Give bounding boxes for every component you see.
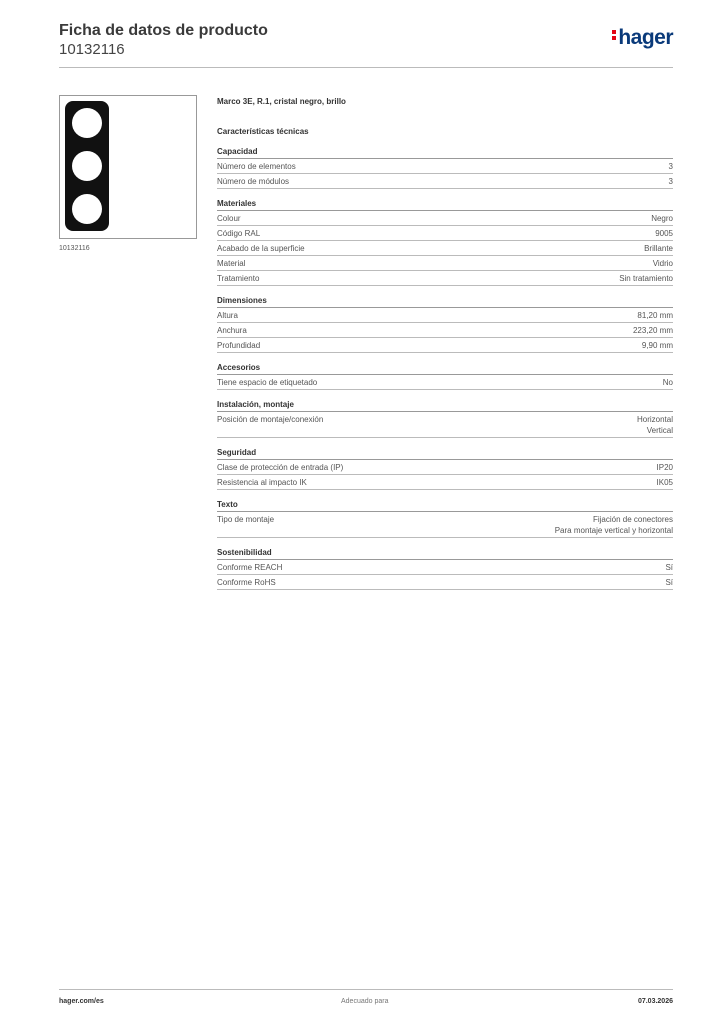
spec-label: Material — [217, 259, 246, 268]
spec-value-line: 9005 — [655, 229, 673, 238]
frame-opening — [72, 151, 102, 181]
image-caption: 10132116 — [59, 245, 90, 252]
spec-label: Clase de protección de entrada (IP) — [217, 463, 344, 472]
spec-value-line: Sí — [665, 578, 673, 587]
spec-value-line: 223,20 mm — [632, 326, 673, 335]
spec-row — [217, 575, 673, 590]
spec-value-line: Sí — [665, 563, 673, 572]
spec-value-line: 3 — [668, 177, 673, 186]
spec-label: Conforme RoHS — [217, 578, 276, 587]
spec-value — [633, 325, 673, 336]
spec-label: Anchura — [217, 326, 247, 335]
spec-section — [217, 296, 673, 353]
spec-content — [217, 97, 673, 600]
spec-value-line: No — [662, 378, 673, 387]
product-name: Marco 3E, R.1, cristal negro, brillo — [217, 97, 346, 106]
spec-row — [217, 226, 673, 241]
spec-row — [217, 271, 673, 286]
spec-row — [217, 512, 673, 538]
spec-label: Profundidad — [217, 341, 261, 350]
spec-row — [217, 338, 673, 353]
spec-section — [217, 548, 673, 590]
spec-label: Número de elementos — [217, 162, 296, 171]
spec-value-line: IK05 — [656, 478, 673, 487]
spec-value — [642, 340, 673, 351]
spec-value-line: Brillante — [644, 244, 673, 253]
spec-label: Posición de montaje/conexión — [217, 415, 324, 424]
spec-label: Conforme REACH — [217, 563, 283, 572]
spec-value — [669, 161, 673, 172]
spec-value — [665, 577, 673, 588]
spec-label: Resistencia al impacto IK — [217, 478, 307, 487]
spec-value — [555, 514, 673, 536]
spec-row — [217, 560, 673, 575]
spec-value-line: Vidrio — [652, 259, 673, 268]
spec-value — [619, 273, 673, 284]
spec-sections — [217, 147, 673, 590]
section-title: Accesorios — [217, 363, 673, 375]
spec-label: Tratamiento — [217, 274, 260, 283]
spec-label: Tipo de montaje — [217, 515, 275, 524]
spec-row — [217, 308, 673, 323]
spec-section — [217, 500, 673, 538]
spec-section — [217, 199, 673, 286]
spec-label: Tiene espacio de etiquetado — [217, 378, 318, 387]
product-code: 10132116 — [59, 41, 125, 58]
spec-value — [637, 310, 673, 321]
spec-value — [663, 377, 673, 388]
spec-row — [217, 475, 673, 490]
spec-value-line: Para montaje vertical y horizontal — [554, 526, 673, 535]
spec-label: Altura — [217, 311, 238, 320]
logo-dots-icon — [612, 28, 616, 42]
spec-value-line: Negro — [651, 214, 673, 223]
spec-row — [217, 412, 673, 438]
spec-value-line: 81,20 mm — [637, 311, 673, 320]
product-image — [59, 95, 197, 239]
spec-value — [653, 258, 673, 269]
spec-row — [217, 174, 673, 189]
footer-divider — [59, 989, 673, 990]
section-title: Capacidad — [217, 147, 673, 159]
spec-section — [217, 147, 673, 189]
section-title: Texto — [217, 500, 673, 512]
spec-label: Número de módulos — [217, 177, 290, 186]
spec-value — [637, 414, 673, 436]
spec-row — [217, 211, 673, 226]
section-title: Dimensiones — [217, 296, 673, 308]
spec-value — [644, 243, 673, 254]
spec-value-line: Fijación de conectores — [592, 515, 673, 524]
tech-title: Características técnicas — [217, 127, 309, 136]
spec-value-line: 3 — [668, 162, 673, 171]
footer-date: 07.03.2026 — [637, 998, 673, 1005]
spec-section — [217, 400, 673, 438]
spec-value-line: Sin tratamiento — [619, 274, 673, 283]
spec-label: Código RAL — [217, 229, 261, 238]
spec-row — [217, 241, 673, 256]
spec-value — [665, 562, 673, 573]
spec-label: Colour — [217, 214, 241, 223]
spec-row — [217, 460, 673, 475]
section-title: Materiales — [217, 199, 673, 211]
section-title: Seguridad — [217, 448, 673, 460]
frame-icon — [65, 101, 109, 231]
frame-opening — [72, 194, 102, 224]
spec-value — [651, 213, 673, 224]
page-title: Ficha de datos de producto — [59, 22, 268, 39]
header-divider — [59, 67, 673, 68]
spec-section — [217, 363, 673, 390]
spec-row — [217, 256, 673, 271]
spec-row — [217, 375, 673, 390]
section-title: Instalación, montaje — [217, 400, 673, 412]
spec-value-line: Horizontal — [636, 415, 673, 424]
hager-logo — [612, 26, 673, 50]
logo-text: hager — [618, 26, 673, 49]
spec-label: Acabado de la superficie — [217, 244, 305, 253]
page-header — [59, 22, 673, 59]
frame-opening — [72, 108, 102, 138]
spec-value-line: IP20 — [656, 463, 673, 472]
spec-value — [655, 228, 673, 239]
section-title: Sostenibilidad — [217, 548, 673, 560]
footer-note: Adecuado para — [341, 998, 389, 1005]
spec-section — [217, 448, 673, 490]
spec-row — [217, 323, 673, 338]
spec-value — [657, 477, 673, 488]
spec-value — [657, 462, 673, 473]
footer-website: hager.com/es — [59, 998, 104, 1005]
spec-value-line: 9,90 mm — [641, 341, 673, 350]
spec-value-line: Vertical — [646, 426, 673, 435]
spec-value — [669, 176, 673, 187]
spec-row — [217, 159, 673, 174]
